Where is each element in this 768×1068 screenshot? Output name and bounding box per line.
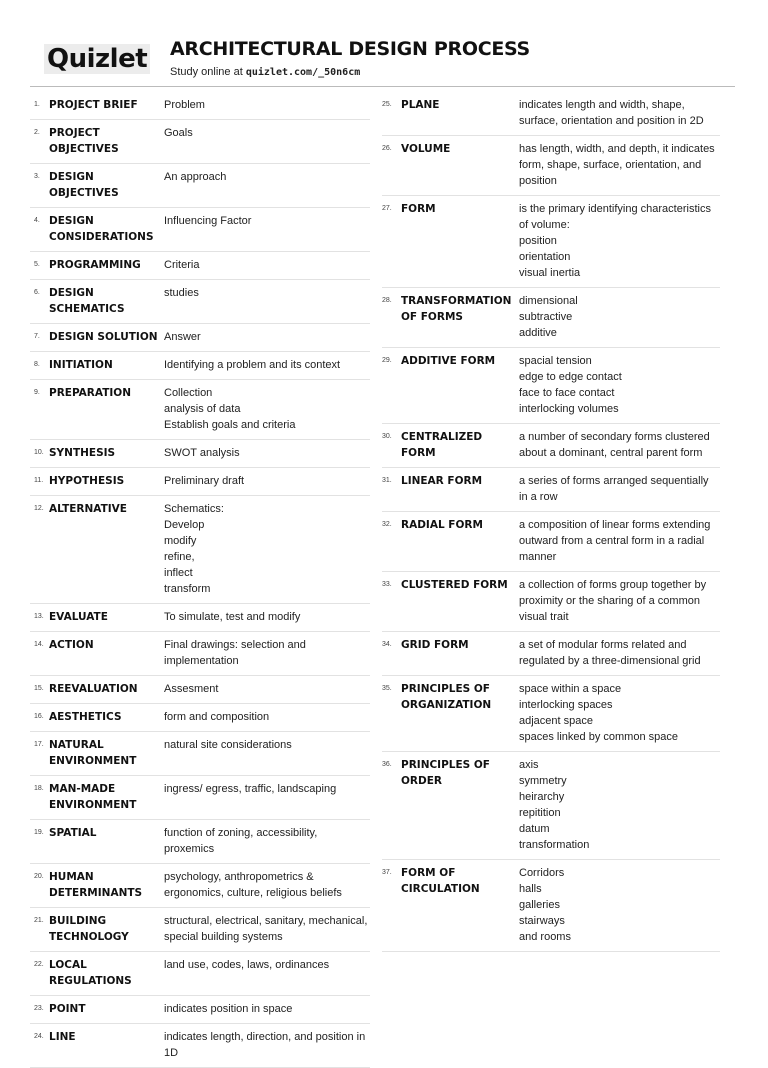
- card-row: [30, 676, 370, 704]
- card-number: 2.: [34, 129, 40, 136]
- card-row: [30, 440, 370, 468]
- card-term: PROJECT OBJECTIVES: [49, 127, 119, 155]
- card-row: [382, 136, 720, 196]
- card-definition: Identifying a problem and its context: [164, 359, 341, 371]
- card-number: 18.: [34, 785, 44, 792]
- study-online-line: [170, 66, 360, 78]
- card-row: [382, 196, 720, 288]
- card-row: [382, 676, 720, 752]
- card-number: 5.: [34, 261, 40, 268]
- card-definition: psychology, anthropometrics & ergonomics, culture, religious beliefs: [164, 871, 342, 899]
- card-row: [30, 864, 370, 908]
- card-term: REEVALUATION: [49, 683, 138, 695]
- card-row: [382, 572, 720, 632]
- card-term: ALTERNATIVE: [49, 503, 127, 515]
- card-row: [30, 908, 370, 952]
- card-number: 11.: [34, 477, 44, 484]
- card-row: [382, 512, 720, 572]
- card-term: MAN-MADE ENVIRONMENT: [49, 783, 137, 811]
- card-definition: Final drawings: selection and implementation: [164, 639, 306, 667]
- card-row: [30, 632, 370, 676]
- card-term: CLUSTERED FORM: [401, 579, 508, 591]
- card-number: 13.: [34, 613, 44, 620]
- card-definition: Corridors halls galleries stairways and rooms: [519, 867, 571, 943]
- card-number: 22.: [34, 961, 44, 968]
- card-number: 16.: [34, 713, 44, 720]
- card-number: 28.: [382, 297, 392, 304]
- card-definition: ingress/ egress, traffic, landscaping: [164, 783, 337, 795]
- card-term: LOCAL REGULATIONS: [49, 959, 132, 987]
- card-row: [30, 996, 370, 1024]
- card-number: 21.: [34, 917, 44, 924]
- header-divider: [30, 86, 735, 87]
- card-number: 8.: [34, 361, 40, 368]
- card-number: 19.: [34, 829, 44, 836]
- study-online-label: Study online at: [170, 66, 246, 78]
- card-definition: Assesment: [164, 683, 219, 695]
- card-definition: structural, electrical, sanitary, mechanical, special building systems: [164, 915, 368, 943]
- card-number: 30.: [382, 433, 392, 440]
- card-term: FORM OF CIRCULATION: [401, 867, 480, 895]
- card-definition: a number of secondary forms clustered about a dominant, central parent form: [519, 431, 710, 459]
- card-number: 3.: [34, 173, 40, 180]
- card-definition: has length, width, and depth, it indicates form, shape, surface, orientation, and position: [519, 143, 715, 187]
- card-definition: Collection analysis of data Establish goals and criteria: [164, 387, 296, 431]
- card-term: VOLUME: [401, 143, 451, 155]
- card-row: [30, 352, 370, 380]
- card-row: [30, 732, 370, 776]
- card-definition: SWOT analysis: [164, 447, 240, 459]
- card-number: 23.: [34, 1005, 44, 1012]
- card-term: SYNTHESIS: [49, 447, 116, 459]
- card-number: 36.: [382, 761, 392, 768]
- card-definition: space within a space interlocking spaces adjacent space spaces linked by common space: [519, 683, 678, 743]
- card-row: [30, 604, 370, 632]
- page-header: [44, 36, 734, 86]
- card-row: [382, 424, 720, 468]
- card-term: INITIATION: [49, 359, 113, 371]
- quizlet-logo[interactable]: Quizlet: [44, 44, 150, 74]
- card-number: 7.: [34, 333, 40, 340]
- set-title: ARCHITECTURAL DESIGN PROCESS: [170, 38, 530, 60]
- card-term: DESIGN SOLUTION: [49, 331, 158, 343]
- card-number: 9.: [34, 389, 40, 396]
- card-number: 33.: [382, 581, 392, 588]
- card-number: 32.: [382, 521, 392, 528]
- card-row: [30, 92, 370, 120]
- card-row: [30, 380, 370, 440]
- card-row: [30, 324, 370, 352]
- card-definition: Preliminary draft: [164, 475, 245, 487]
- card-row: [30, 164, 370, 208]
- card-definition: spacial tension edge to edge contact face to face contact interlocking volumes: [519, 355, 622, 415]
- card-number: 1.: [34, 101, 40, 108]
- card-term: PROJECT BRIEF: [49, 99, 138, 111]
- card-definition: Goals: [164, 127, 193, 139]
- card-definition: indicates position in space: [164, 1003, 293, 1015]
- card-term: PREPARATION: [49, 387, 131, 399]
- card-term: HUMAN DETERMINANTS: [49, 871, 143, 899]
- card-number: 34.: [382, 641, 392, 648]
- card-term: PRINCIPLES OF ORDER: [401, 759, 490, 787]
- card-number: 37.: [382, 869, 392, 876]
- study-url-link[interactable]: quizlet.com/_50n6cm: [245, 67, 361, 78]
- card-term: EVALUATE: [49, 611, 108, 623]
- card-row: [30, 704, 370, 732]
- card-term: GRID FORM: [401, 639, 469, 651]
- card-definition: Answer: [164, 331, 201, 343]
- card-definition: An approach: [164, 171, 227, 183]
- card-row: [30, 820, 370, 864]
- card-row: [382, 348, 720, 424]
- card-row: [30, 120, 370, 164]
- card-definition: Schematics: Develop modify refine, inflect transform: [164, 503, 224, 595]
- card-term: RADIAL FORM: [401, 519, 483, 531]
- card-definition: a series of forms arranged sequentially in a row: [519, 475, 709, 503]
- card-term: FORM: [401, 203, 436, 215]
- card-number: 14.: [34, 641, 44, 648]
- card-term: HYPOTHESIS: [49, 475, 125, 487]
- card-row: [30, 1024, 370, 1068]
- card-number: 17.: [34, 741, 44, 748]
- card-definition: Criteria: [164, 259, 200, 271]
- card-definition: Influencing Factor: [164, 215, 252, 227]
- card-number: 25.: [382, 101, 392, 108]
- card-number: 35.: [382, 685, 392, 692]
- card-number: 27.: [382, 205, 392, 212]
- card-row: [30, 208, 370, 252]
- card-number: 15.: [34, 685, 44, 692]
- card-definition: indicates length and width, shape, surface, orientation and position in 2D: [519, 99, 704, 127]
- card-term: PROGRAMMING: [49, 259, 141, 271]
- card-definition: Problem: [164, 99, 205, 111]
- card-number: 10.: [34, 449, 44, 456]
- card-number: 20.: [34, 873, 44, 880]
- card-row: [30, 952, 370, 996]
- card-row: [382, 468, 720, 512]
- card-term: TRANSFORMATION OF FORMS: [401, 295, 512, 323]
- card-row: [382, 860, 720, 952]
- card-definition: a collection of forms group together by proximity or the sharing of a common visual trait: [519, 579, 707, 623]
- card-number: 31.: [382, 477, 392, 484]
- card-definition: axis symmetry heirarchy repitition datum transformation: [519, 759, 590, 851]
- card-term: LINEAR FORM: [401, 475, 483, 487]
- cards-column-left: [30, 92, 370, 1068]
- card-row: [382, 632, 720, 676]
- card-definition: land use, codes, laws, ordinances: [164, 959, 330, 971]
- card-term: DESIGN SCHEMATICS: [49, 287, 125, 315]
- card-term: BUILDING TECHNOLOGY: [49, 915, 129, 943]
- card-row: [382, 92, 720, 136]
- card-number: 26.: [382, 145, 392, 152]
- card-row: [382, 752, 720, 860]
- card-term: PLANE: [401, 99, 440, 111]
- card-definition: a composition of linear forms extending outward from a central form in a radial manner: [519, 519, 711, 563]
- card-term: LINE: [49, 1031, 76, 1043]
- card-definition: a set of modular forms related and regulated by a three-dimensional grid: [519, 639, 701, 667]
- card-number: 29.: [382, 357, 392, 364]
- card-term: ACTION: [49, 639, 94, 651]
- card-row: [382, 288, 720, 348]
- card-row: [30, 468, 370, 496]
- card-term: DESIGN CONSIDERATIONS: [49, 215, 154, 243]
- card-definition: natural site considerations: [164, 739, 292, 751]
- card-definition: indicates length, direction, and position in 1D: [164, 1031, 366, 1059]
- card-term: DESIGN OBJECTIVES: [49, 171, 119, 199]
- card-term: NATURAL ENVIRONMENT: [49, 739, 137, 767]
- card-number: 6.: [34, 289, 40, 296]
- card-term: SPATIAL: [49, 827, 97, 839]
- card-row: [30, 776, 370, 820]
- card-term: AESTHETICS: [49, 711, 122, 723]
- card-definition: dimensional subtractive additive: [519, 295, 578, 339]
- card-term: PRINCIPLES OF ORGANIZATION: [401, 683, 492, 711]
- card-row: [30, 496, 370, 604]
- card-term: POINT: [49, 1003, 86, 1015]
- card-definition: function of zoning, accessibility, proxemics: [164, 827, 318, 855]
- card-number: 12.: [34, 505, 44, 512]
- card-definition: To simulate, test and modify: [164, 611, 301, 623]
- cards-column-right: [382, 92, 720, 952]
- card-definition: is the primary identifying characteristics of volume: position orientation visual inertia: [519, 203, 711, 279]
- card-term: CENTRALIZED FORM: [401, 431, 483, 459]
- card-term: ADDITIVE FORM: [401, 355, 496, 367]
- card-row: [30, 252, 370, 280]
- card-number: 24.: [34, 1033, 44, 1040]
- card-definition: studies: [164, 287, 199, 299]
- card-definition: form and composition: [164, 711, 270, 723]
- card-number: 4.: [34, 217, 40, 224]
- card-row: [30, 280, 370, 324]
